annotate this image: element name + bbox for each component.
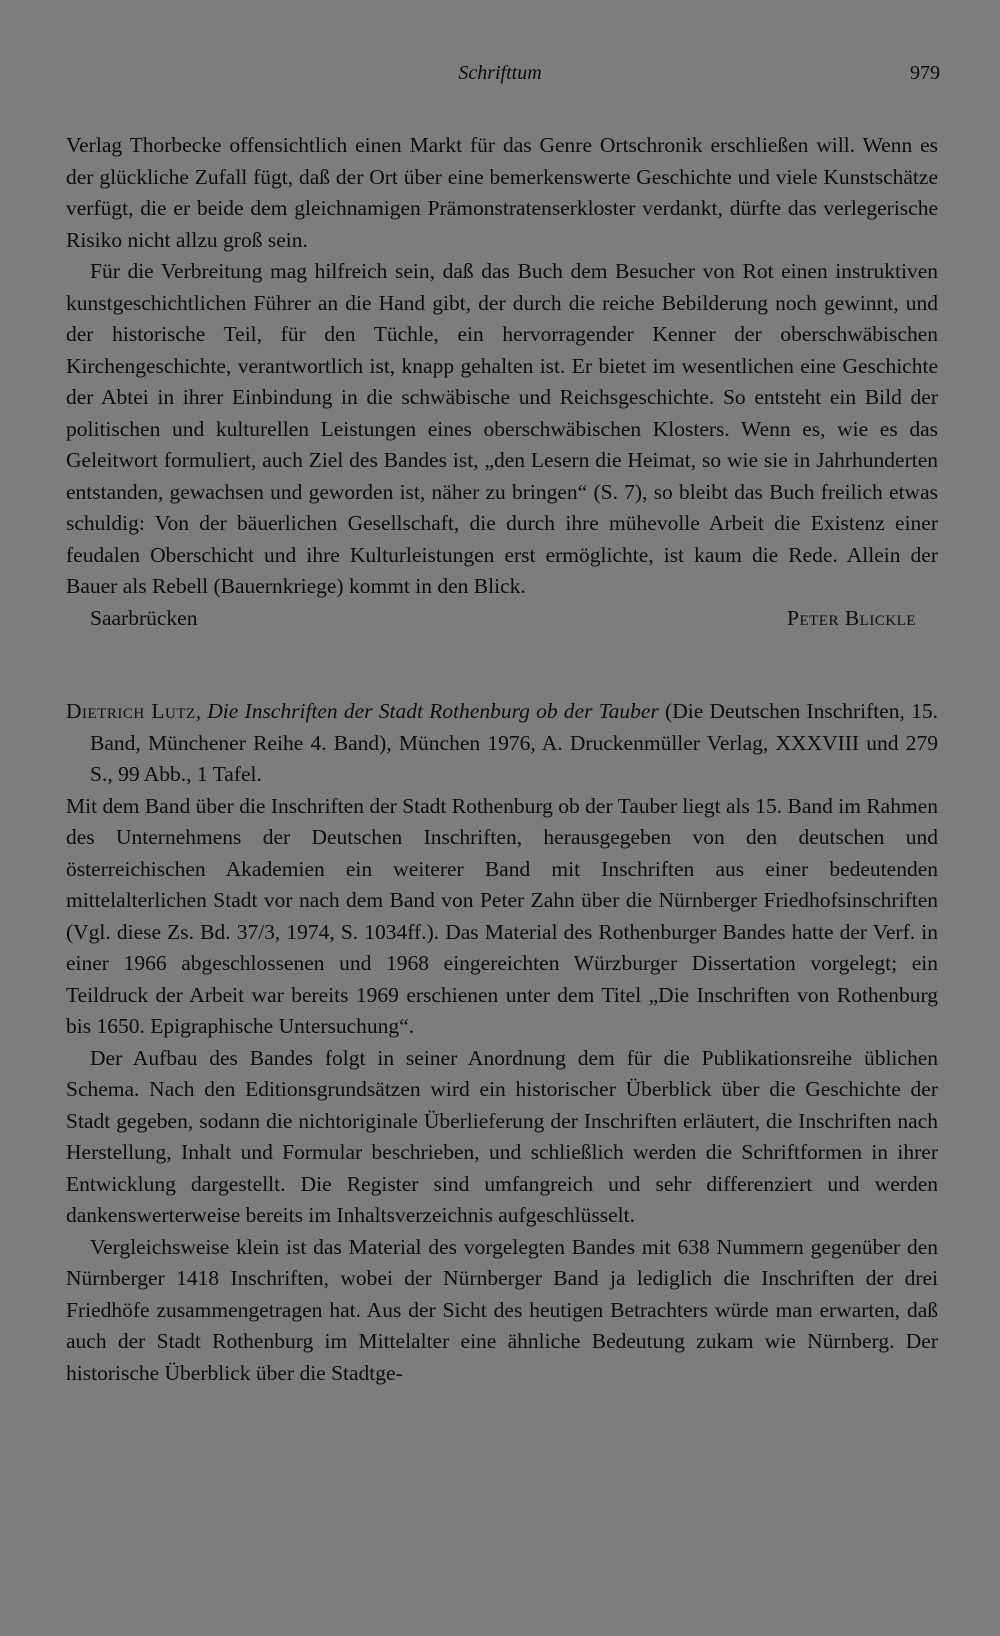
paragraph: Mit dem Band über die Inschriften der Stadt Rothenburg ob der Tauber liegt als 15. Band im Rahmen des Unternehmens der Deutschen Inschriften, herausgegeben von den deutschen und österreichischen Akademien ein weiterer Band mit Inschriften aus einer bedeutenden mittelalterlichen Stadt vor nach dem Band von Peter Zahn über die Nürnberger Friedhofsinschriften (Vgl. diese Zs. Bd. 37/3, 1974, S. 1034ff.). Das Material des Rothenburger Bandes hatte der Verf. in einer 1966 abgeschlossenen und 1968 eingereichten Würzburger Dissertation vorgelegt; ein Teildruck der Arbeit war bereits 1969 erschienen unter dem Titel „Die Inschriften von Rothenburg bis 1650. Epigraphische Untersuchung“. (66, 793, 938, 1038)
citation-title: Die Inschriften der Stadt Rothenburg ob der Tauber (207, 699, 659, 723)
page-number: 979 (910, 62, 940, 84)
running-header (0, 60, 1000, 90)
review-citation: Dietrich Lutz, Die Inschriften der Stadt Rothenburg ob der Tauber (Die Deutschen Inschriften, 15. Band, Münchener Reihe 4. Band), München 1976, A. Druckenmüller Verlag, XXXVIII und 279 S., 99 Abb., 1 Tafel. (66, 699, 939, 786)
paragraph: Für die Verbreitung mag hilfreich sein, daß das Buch dem Besucher von Rot einen instruktiven kunstgeschichtlichen Führer an die Hand gibt, der durch die reiche Bebilderung noch gewinnt, und der historische Teil, für den Tüchle, ein hervorragender Kenner der oberschwäbischen Kirchengeschichte, verantwortlich ist, knapp gehalten ist. Er bietet im wesentlichen eine Geschichte der Abtei in ihrer Einbindung in die schwäbische und Reichsgeschichte. So entsteht ein Bild der politischen und kulturellen Leistungen eines oberschwäbischen Klosters. Wenn es, wie es das Geleitwort formuliert, auch Ziel des Bandes ist, „den Lesern die Heimat, so wie sie in Jahrhunderten entstanden, gewachsen und geworden ist, näher zu bringen“ (S. 7), so bleibt das Buch freilich etwas schuldig: Von der bäuerlichen Gesellschaft, die durch ihre mühevolle Arbeit die Existenz einer feudalen Oberschicht und ihre Kulturleistungen erst ermöglichte, ist kaum die Rede. Allein der Bauer als Rebell (Bauernkriege) kommt in den Blick. (66, 259, 938, 598)
paragraph: Vergleichsweise klein ist das Material des vorgelegten Bandes mit 638 Nummern gegenüber den Nürnberger 1418 Inschriften, wobei der Nürnberger Band ja lediglich die Inschriften der drei Friedhöfe zusammengetragen hat. Aus der Sicht des heutigen Betrachters würde man erwarten, daß auch der Stadt Rothenburg im Mittelalter eine ähnliche Bedeutung zukam wie Nürnberg. Der historische Überblick über die Stadtge- (66, 1234, 938, 1385)
review-signature (66, 603, 938, 635)
citation-details: (Die Deutschen Inschriften, 15. Band, Münchener Reihe 4. Band), München 1976, A. Druckenmüller Verlag, XXXVIII und 279 S., 99 Abb., 1 Tafel. (90, 699, 939, 786)
running-title: Schrifttum (458, 62, 542, 84)
paragraph: Der Aufbau des Bandes folgt in seiner Anordnung dem für die Publikationsreihe üblichen Schema. Nach den Editionsgrundsätzen wird ein historischer Überblick über die Geschichte der Stadt gegeben, sodann die nichtoriginale Überlieferung der Inschriften erläutert, die Inschriften nach Herstellung, Inhalt und Formular beschrieben, und schließlich werden die Schriftformen in ihrer Entwicklung dargestellt. Die Register sind umfangreich und sehr differenziert und werden dankenswerterweise bereits im Inhaltsverzeichnis aufgeschlüsselt. (66, 1045, 938, 1227)
signature-reviewer: Peter Blickle (787, 605, 916, 630)
body-text (66, 130, 938, 1389)
signature-place: Saarbrücken (90, 605, 198, 630)
citation-author: Dietrich Lutz (66, 699, 196, 723)
paragraph: Verlag Thorbecke offensichtlich einen Markt für das Genre Ortschronik erschließen will. Wenn es der glückliche Zufall fügt, daß der Ort über eine bemerkenswerte Geschichte und viele Kunstschätze verfügt, die er beide dem gleichnamigen Prämonstratenserkloster verdankt, dürfte das verlegerische Risiko nicht allzu groß sein. (66, 133, 938, 252)
